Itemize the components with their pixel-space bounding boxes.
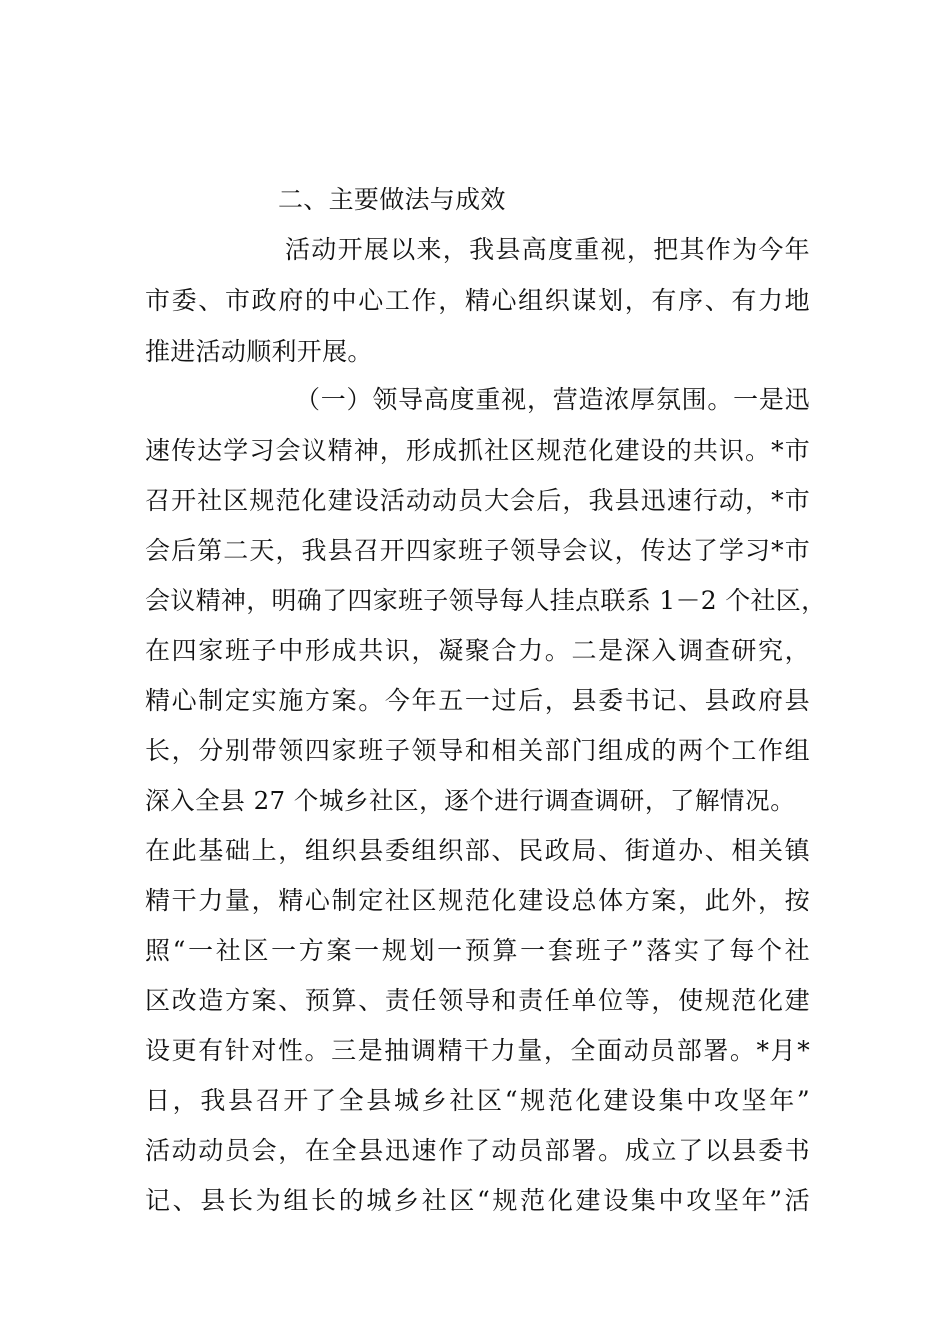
paragraph-2-line-1: （一）领导高度重视，营造浓厚氛围。一是迅 <box>295 385 810 414</box>
paragraph-2-line-12: 照“一社区一方案一规划一预算一套班子”落实了每个社 <box>145 936 810 965</box>
paragraph-2-line-9: 深入全县 27 个城乡社区，逐个进行调查调研，了解情况。 <box>145 786 795 815</box>
paragraph-1-line-3: 推进活动顺利开展。 <box>145 337 373 366</box>
paragraph-2-line-13: 区改造方案、预算、责任领导和责任单位等，使规范化建 <box>145 986 810 1015</box>
paragraph-2-line-5: 会议精神，明确了四家班子领导每人挂点联系 1－2 个社区， <box>145 586 827 615</box>
paragraph-2-line-16: 活动动员会，在全县迅速作了动员部署。成立了以县委书 <box>145 1136 810 1165</box>
paragraph-2-line-15: 日，我县召开了全县城乡社区“规范化建设集中攻坚年” <box>145 1086 810 1115</box>
paragraph-2-line-17: 记、县长为组长的城乡社区“规范化建设集中攻坚年”活 <box>145 1186 810 1215</box>
paragraph-2-line-6: 在四家班子中形成共识，凝聚合力。二是深入调查研究， <box>145 636 810 665</box>
paragraph-1-line-2: 市委、市政府的中心工作，精心组织谋划，有序、有力地 <box>145 286 810 315</box>
paragraph-2-line-8: 长，分别带领四家班子领导和相关部门组成的两个工作组 <box>145 736 810 765</box>
paragraph-2-line-7: 精心制定实施方案。今年五一过后，县委书记、县政府县 <box>145 686 810 715</box>
paragraph-2-line-14: 设更有针对性。三是抽调精干力量，全面动员部署。*月* <box>145 1036 810 1065</box>
paragraph-2-line-11: 精干力量，精心制定社区规范化建设总体方案，此外，按 <box>145 886 810 915</box>
paragraph-2-line-2: 速传达学习会议精神，形成抓社区规范化建设的共识。*市 <box>145 436 810 465</box>
paragraph-1-line-1: 活动开展以来，我县高度重视，把其作为今年 <box>285 235 810 264</box>
paragraph-2-line-4: 会后第二天，我县召开四家班子领导会议，传达了学习*市 <box>145 536 810 565</box>
section-heading: 二、主要做法与成效 <box>278 185 506 214</box>
paragraph-2-line-3: 召开社区规范化建设活动动员大会后，我县迅速行动，*市 <box>145 486 810 515</box>
paragraph-2-line-10: 在此基础上，组织县委组织部、民政局、街道办、相关镇 <box>145 836 810 865</box>
